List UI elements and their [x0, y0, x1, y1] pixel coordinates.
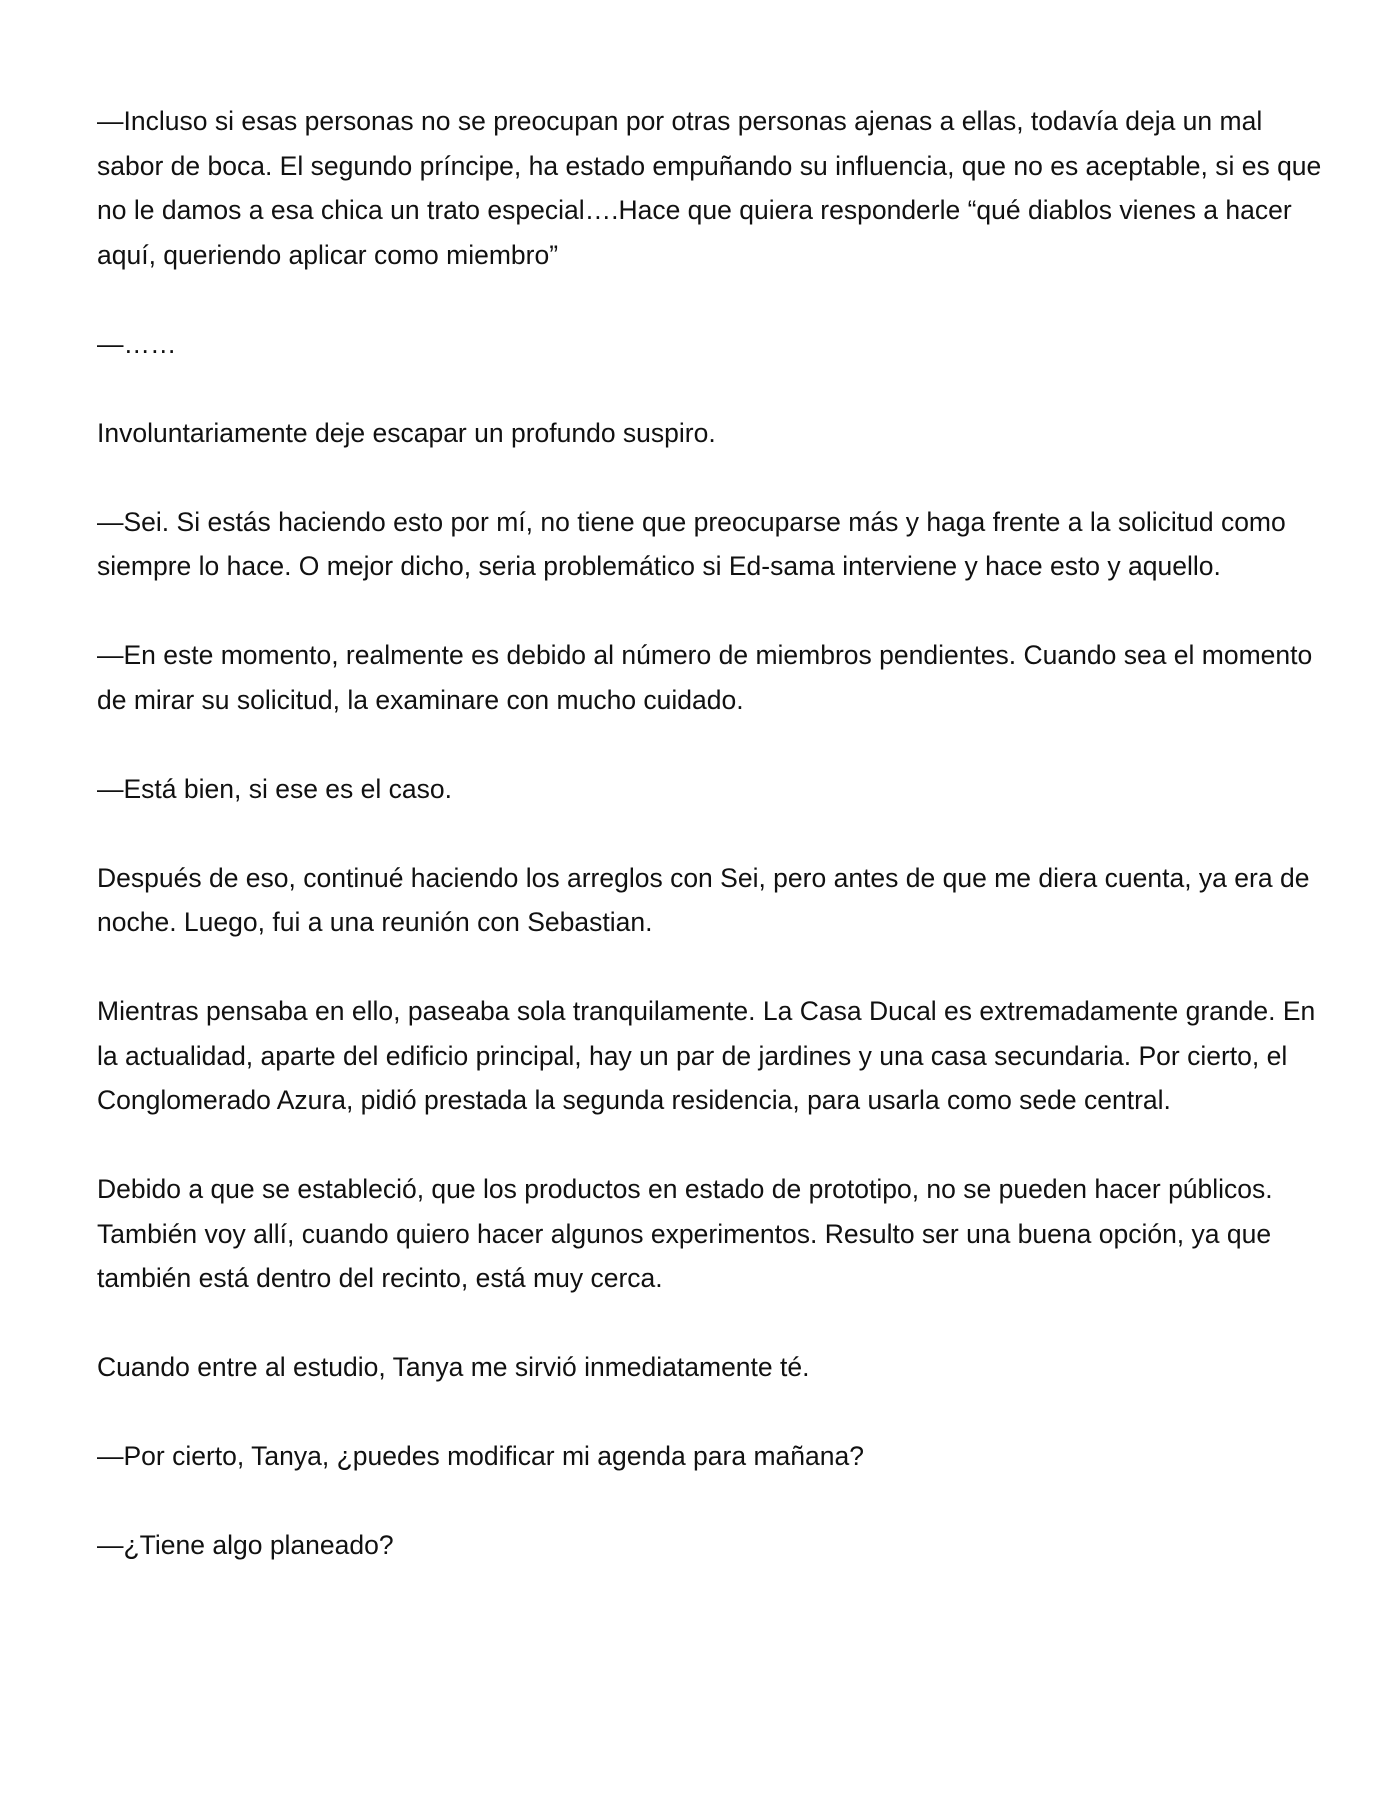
paragraph-11: —Por cierto, Tanya, ¿puedes modificar mi agenda para mañana?: [97, 1441, 864, 1471]
paragraph-8: Mientras pensaba en ello, paseaba sola tranquilamente. La Casa Ducal es extremadamente grande. En la actualidad, aparte del edificio principal, hay un par de jardines y una casa secundaria. Por cierto, el Conglomerado Azura, pidió prestada la segunda residencia, para usarla como sede central.: [97, 996, 1316, 1115]
paragraph-5: —En este momento, realmente es debido al número de miembros pendientes. Cuando sea el momento de mirar su solicitud, la examinare con mucho cuidado.: [97, 640, 1313, 715]
paragraph-9: Debido a que se estableció, que los productos en estado de prototipo, no se pueden hacer públicos. También voy allí, cuando quiero hacer algunos experimentos. Resulto ser una buena opción, ya que también está dentro del recinto, está muy cerca.: [97, 1174, 1273, 1293]
paragraph-1: —Incluso si esas personas no se preocupan por otras personas ajenas a ellas, todavía deja un mal sabor de boca. El segundo príncipe, ha estado empuñando su influencia, que no es aceptable, si es que no le damos a esa chica un trato especial….Hace que quiera responderle “qué diablos vienes a hacer aquí, queriendo aplicar como miembro”: [97, 106, 1322, 270]
paragraph-3: Involuntariamente deje escapar un profundo suspiro.: [97, 417, 716, 448]
paragraph-7: Después de eso, continué haciendo los arreglos con Sei, pero antes de que me diera cuenta, ya era de noche. Luego, fui a una reunión con Sebastian.: [97, 862, 1310, 937]
document-page: [97, 99, 1322, 1568]
paragraph-4: —Sei. Si estás haciendo esto por mí, no tiene que preocuparse más y haga frente a la solicitud como siempre lo hace. O mejor dicho, seria problemático si Ed-sama interviene y hace esto y aquello.: [97, 506, 1286, 581]
paragraph-6: —Está bien, si ese es el caso.: [97, 773, 452, 804]
paragraph-10: Cuando entre al estudio, Tanya me sirvió inmediatamente té.: [97, 1352, 810, 1382]
paragraph-2: —……: [97, 328, 177, 359]
paragraph-12: —¿Tiene algo planeado?: [97, 1530, 394, 1560]
